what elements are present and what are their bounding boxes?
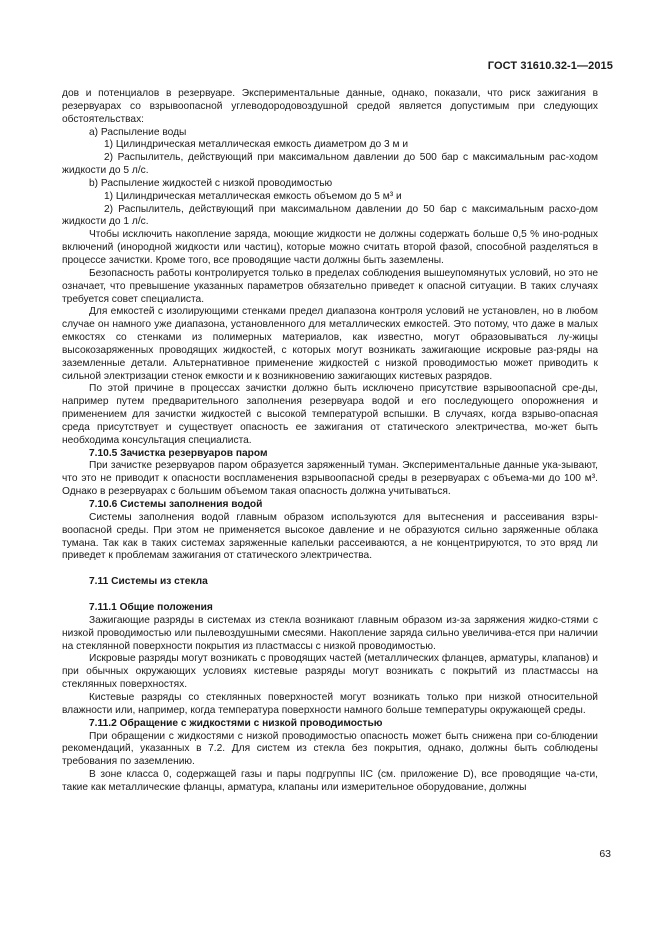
section-heading: 7.11.2 Обращение с жидкостями с низкой проводимостью — [89, 717, 383, 729]
paragraph: Кистевые разряды со стеклянных поверхностей могут возникать только при низкой относительной влажности или, например, когда температура поверхности намного больше температуры окружающей среды. — [62, 691, 598, 716]
paragraph: При зачистке резервуаров паром образуется заряженный туман. Экспериментальные данные ука-зывают, что это не приводит к опасности воспламенения взрывоопасной среды в резервуарах с объема-ми до 100 м³. Однако в резервуарах с большим объемом такая опасность должна учитываться. — [62, 460, 598, 498]
paragraph: Искровые разряды могут возникать с проводящих частей (металлических фланцев, арматуры, клапанов) и при обычных окружающих условиях кистевые разряды могут возникать с покрытий из пластмассы на стеклянных поверхностях. — [62, 653, 598, 691]
spacer — [62, 563, 598, 576]
paragraph: Зажигающие разряды в системах из стекла возникают главным образом из-за заряжения жидко-стями с низкой проводимостью или пылевоздушными смесями. Накопление заряда сильно увеличива-ется при наличии на стеклянной поверхности покрытия из пластмассы с низкой проводимостью. — [62, 614, 598, 652]
paragraph: Для емкостей с изолирующими стенками предел диапазона контроля условий не установлен, но в любом случае он намного уже диапазона, установленного для металлических емкостей. Это потому, что даже в малых емкостях со стенками из полимерных материалов, как известно, могут образовываться лу-жицы высокозаряженных проводящих жидкостей, с которых могут возникать зажигающие искровые раз-ряды на заземленные детали. Альтернативное применение жидкостей с низкой проводимостью может приводить к сильной электризации стенок емкости и к возникновению зажигающих кистевых разрядов. — [62, 306, 598, 382]
section-heading: 7.11 Системы из стекла — [89, 576, 208, 588]
paragraph: По этой причине в процессах зачистки должно быть исключено присутствие взрывоопасной сре-ды, например путем предварительного заполнения резервуара водой и его последующего опорожнения и применением для зачистки жидкостей с высокой температурой вспышки. В случаях, когда взрыво-опасная среда присутствует и существует опасность ее зажигания от статического электричества, мо-жет быть необходима консультация специалиста. — [62, 383, 598, 446]
spacer — [62, 589, 598, 602]
page-number: 63 — [599, 848, 611, 860]
page-body — [62, 88, 598, 795]
paragraph: дов и потенциалов в резервуаре. Экспериментальные данные, однако, показали, что риск зажигания в резервуарах со взрывоопасной углеводородовоздушной средой является допустимым при следующих обстоятельствах: — [62, 88, 598, 125]
list-item: 2) Распылитель, действующий при максимальном давлении до 500 бар с максимальным рас-ходом жидкости до 5 л/с. — [62, 152, 598, 177]
list-item: 2) Распылитель, действующий при максимальном давлении до 50 бар с максимальным расхо-дом жидкости до 1 л/с. — [62, 203, 598, 228]
paragraph: Чтобы исключить накопление заряда, моющие жидкости не должны содержать больше 0,5 % ино-родных включений (инородной жидкости или частиц), которые можно считать второй фазой, способной разделяться в процессе зачистки. Кроме того, все проводящие части должны быть заземлены. — [62, 229, 598, 266]
paragraph: В зоне класса 0, содержащей газы и пары подгруппы IIC (см. приложение D), все проводящие ча-сти, такие как металлические фланцы, арматура, клапаны или измерительное оборудование, должны — [62, 769, 598, 793]
list-item: 1) Цилиндрическая металлическая емкость объемом до 5 м³ и — [104, 190, 402, 202]
paragraph: При обращении с жидкостями с низкой проводимостью опасность может быть снижена при со-блюдении рекомендаций, указанных в 7.2. Для систем из стекла без покрытия, однако, должны быть соблюдены требования по заземлению. — [62, 730, 598, 768]
document-header: ГОСТ 31610.32-1—2015 — [487, 60, 613, 72]
list-item: b) Распыление жидкостей с низкой проводимостью — [89, 177, 333, 189]
section-heading: 7.10.6 Системы заполнения водой — [89, 499, 263, 510]
list-item: а) Распыление воды — [89, 126, 187, 138]
paragraph: Системы заполнения водой главным образом используются для вытеснения и рассеивания взры-воопасной среды. При этом не применяется высокое давление и не образуются сильно заряженные облака тумана. Так как в таких системах заряженные капельки рассеиваются, а не концентрируются, то это вряд ли приведет к проблемам зажигания от статического электричества. — [62, 511, 598, 562]
section-heading: 7.11.1 Общие положения — [89, 602, 213, 614]
paragraph: Безопасность работы контролируется только в пределах соблюдения вышеупомянутых условий, но это не означает, что превышение указанных параметров обязательно приведет к опасной ситуации. В таких случаях требуется совет специалиста. — [62, 267, 598, 305]
list-item: 1) Цилиндрическая металлическая емкость диаметром до 3 м и — [104, 139, 409, 151]
section-heading: 7.10.5 Зачистка резервуаров паром — [89, 447, 268, 459]
